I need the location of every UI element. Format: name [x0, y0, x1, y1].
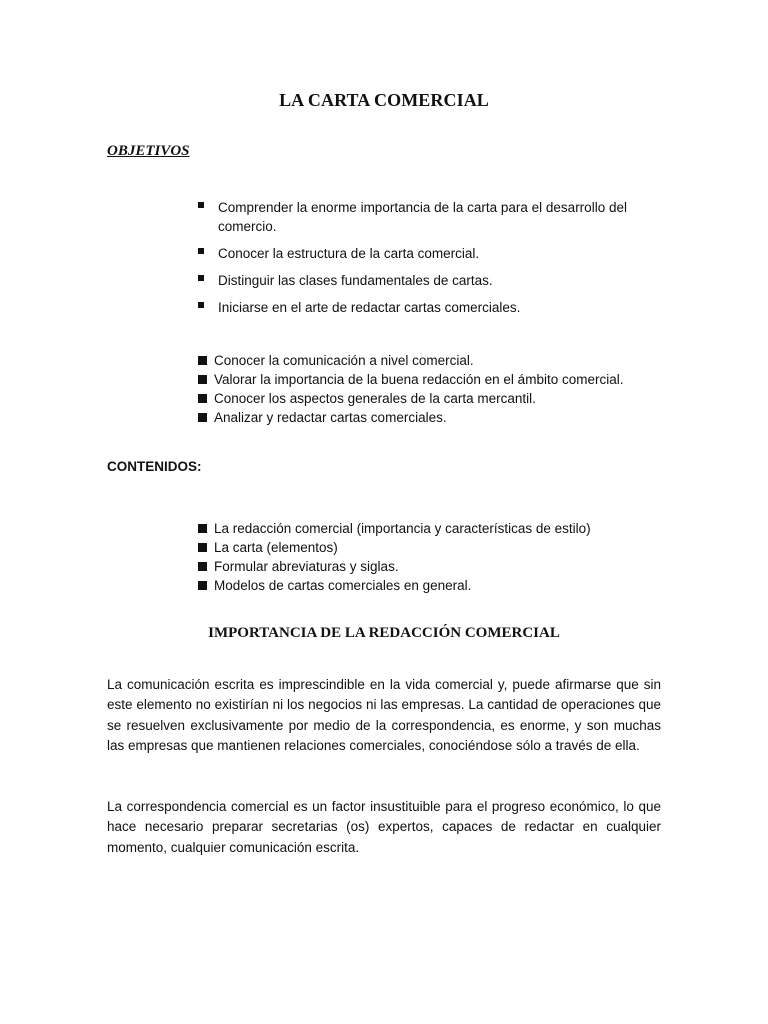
body-paragraph: La correspondencia comercial es un factor insustituible para el progreso económico, lo que hace necesario preparar secretarias (os) expertos, capaces de redactar en cualquier momento, cualquier comunicación escrita. [107, 799, 661, 855]
bullet-square-icon [198, 356, 207, 365]
contenidos-list [198, 519, 678, 595]
list-item [198, 271, 658, 290]
section-heading: IMPORTANCIA DE LA REDACCIÓN COMERCIAL [208, 625, 560, 641]
list-item-text: Formular abreviaturas y siglas. [214, 559, 399, 574]
list-item [198, 198, 658, 236]
list-item [198, 389, 678, 408]
bullet-square-icon [198, 394, 207, 403]
bullet-square-icon [198, 375, 207, 384]
list-item [198, 351, 678, 370]
contenidos-heading: CONTENIDOS: [107, 459, 202, 474]
body-paragraph: La comunicación escrita es imprescindible en la vida comercial y, puede afirmarse que sin este elemento no existirían ni los negocios ni las empresas. La cantidad de operaciones que se resuelven exclusivamente por medio de la correspondencia, es enorme, y son muchas las empresas que mantienen relaciones comerciales, conociéndose sólo a través de ella. [107, 677, 661, 753]
objetivos-list-b [198, 351, 678, 427]
list-item [198, 298, 658, 317]
list-item-text: Modelos de cartas comerciales en general. [214, 578, 472, 593]
objetivos-list-a [198, 198, 658, 325]
list-item [198, 244, 658, 263]
list-item-text: Conocer los aspectos generales de la carta mercantil. [214, 391, 536, 406]
document-title: LA CARTA COMERCIAL [279, 90, 489, 110]
bullet-square-icon [198, 302, 204, 308]
bullet-square-icon [198, 275, 204, 281]
list-item-text: La redacción comercial (importancia y características de estilo) [214, 521, 591, 536]
list-item [198, 538, 678, 557]
list-item [198, 519, 678, 538]
list-item-text: Comprender la enorme importancia de la carta para el desarrollo del comercio. [218, 200, 627, 234]
list-item [198, 576, 678, 595]
bullet-square-icon [198, 524, 207, 533]
bullet-square-icon [198, 202, 204, 208]
list-item-text: Valorar la importancia de la buena redacción en el ámbito comercial. [214, 372, 624, 387]
bullet-square-icon [198, 413, 207, 422]
list-item-text: Conocer la comunicación a nivel comercial. [214, 353, 474, 368]
list-item-text: Analizar y redactar cartas comerciales. [214, 410, 447, 425]
list-item-text: La carta (elementos) [214, 540, 338, 555]
list-item [198, 370, 678, 389]
bullet-square-icon [198, 581, 207, 590]
list-item-text: Iniciarse en el arte de redactar cartas comerciales. [218, 300, 521, 315]
list-item [198, 557, 678, 576]
bullet-square-icon [198, 543, 207, 552]
list-item [198, 408, 678, 427]
bullet-square-icon [198, 248, 204, 254]
objetivos-heading: OBJETIVOS [107, 143, 190, 159]
list-item-text: Conocer la estructura de la carta comercial. [218, 246, 480, 261]
list-item-text: Distinguir las clases fundamentales de cartas. [218, 273, 493, 288]
bullet-square-icon [198, 562, 207, 571]
